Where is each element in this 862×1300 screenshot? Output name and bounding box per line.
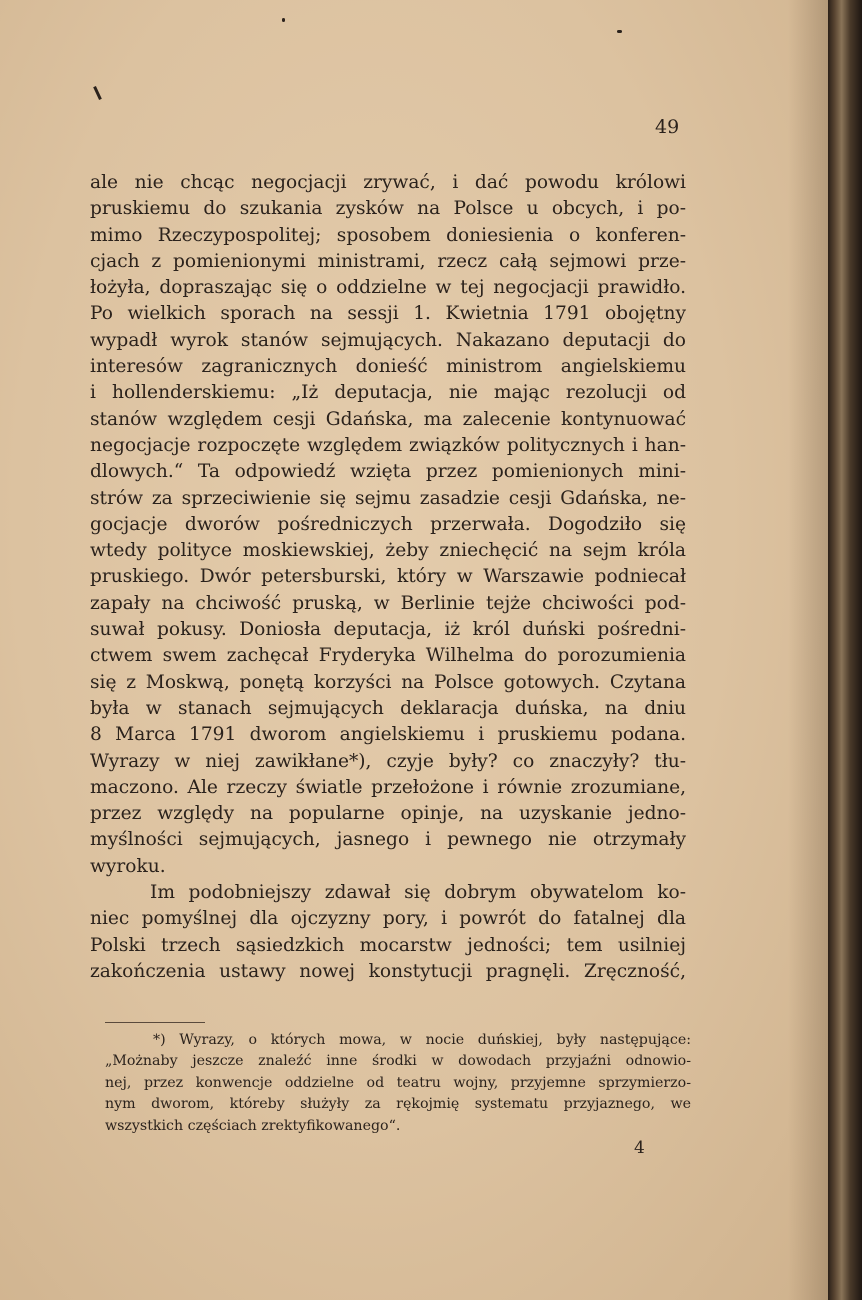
text-line: Im podobniejszy zdawał się dobrym obywatelom ko- — [150, 882, 686, 904]
page-number: 49 — [655, 116, 680, 138]
text-line: gocjacje dworów pośredniczych przerwała. Dogodziło się — [90, 513, 686, 535]
text-line: myślności sejmujących, jasnego i pewnego nie otrzymały — [90, 829, 686, 851]
text-line: była w stanach sejmujących deklaracja duńska, na dniu — [90, 697, 686, 719]
text-line: cjach z pomienionymi ministrami, rzecz całą sejmowi prze- — [90, 250, 686, 272]
text-line: pruskiemu do szukania zysków na Polsce u obcych, i po- — [90, 198, 686, 220]
text-line: wyroku. — [90, 855, 166, 877]
text-line: wtedy polityce moskiewskiej, żeby zniechęcić na sejm króla — [90, 540, 686, 562]
text-line: łożyła, dopraszając się o oddzielne w tej negocjacji prawidło. — [90, 277, 686, 299]
text-line: mimo Rzeczypospolitej; sposobem doniesienia o konferen- — [90, 224, 686, 246]
text-line: negocjacje rozpoczęte względem związków politycznych i han- — [90, 434, 686, 456]
footnote-separator — [105, 1022, 205, 1023]
text-line: 8 Marca 1791 dworom angielskiemu i pruskiemu podana. — [90, 724, 686, 746]
text-line: Polski trzech sąsiedzkich mocarstw jedności; tem usilniej — [90, 934, 686, 956]
page-gutter-shadow — [788, 0, 828, 1300]
text-line: stanów względem cesji Gdańska, ma zalecenie kontynuować — [90, 408, 686, 430]
footnote-line: „Możnaby jeszcze znaleźć inne środki w dowodach przyjaźni odnowio- — [105, 1053, 691, 1070]
footnote-line: wszystkich częściach zrektyfikowanego“. — [105, 1117, 401, 1134]
text-line: i hollenderskiemu: „Iż deputacja, nie mając rezolucji od — [90, 382, 686, 404]
text-line: pruskiego. Dwór petersburski, który w Warszawie podniecał — [90, 566, 686, 588]
text-line: ale nie chcąc negocjacji zrywać, i dać powodu królowi — [90, 172, 686, 193]
text-line: ctwem swem zachęcał Fryderyka Wilhelma do porozumienia — [90, 645, 686, 667]
book-spine — [828, 0, 862, 1300]
text-line: wypadł wyrok stanów sejmujących. Nakazano deputacji do — [90, 329, 686, 351]
text-line: niec pomyślnej dla ojczyzny pory, i powrót do fatalnej dla — [90, 908, 686, 930]
ink-speck — [282, 18, 285, 22]
footnote-line: *) Wyrazy, o których mowa, w nocie duńskiej, były następujące: — [153, 1032, 691, 1048]
main-text — [90, 170, 686, 985]
ink-speck — [617, 30, 622, 33]
footnote-line: nym dworom, któreby służyły za rękojmię systematu przyjaznego, we — [105, 1096, 691, 1113]
text-line: Po wielkich sporach na sessji 1. Kwietnia 1791 obojętny — [90, 303, 686, 325]
text-line: zakończenia ustawy nowej konstytucji pragnęli. Zręczność, — [90, 960, 686, 982]
ink-speck — [93, 86, 102, 100]
text-line: maczono. Ale rzeczy światle przełożone i równie zrozumiane, — [90, 776, 686, 798]
text-line: strów za sprzeciwienie się sejmu zasadzie cesji Gdańska, ne- — [90, 487, 686, 509]
signature-mark: 4 — [634, 1138, 645, 1158]
footnote — [105, 1030, 691, 1137]
text-line: się z Moskwą, ponętą korzyści na Polsce gotowych. Czytana — [90, 671, 686, 693]
text-line: suwał pokusy. Doniosła deputacja, iż król duński pośredni- — [90, 619, 686, 641]
text-line: interesów zagranicznych donieść ministrom angielskiemu — [90, 356, 686, 378]
text-line: dlowych.“ Ta odpowiedź wzięta przez pomienionych mini- — [90, 461, 686, 483]
footnote-line: nej, przez konwencje oddzielne od teatru wojny, przyjemne sprzymierzo- — [105, 1074, 691, 1091]
text-line: zapały na chciwość pruską, w Berlinie tejże chciwości pod- — [90, 592, 686, 614]
text-line: Wyrazy w niej zawikłane*), czyje były? co znaczyły? tłu- — [90, 750, 686, 772]
text-line: przez względy na popularne opinje, na uzyskanie jedno- — [90, 803, 686, 825]
